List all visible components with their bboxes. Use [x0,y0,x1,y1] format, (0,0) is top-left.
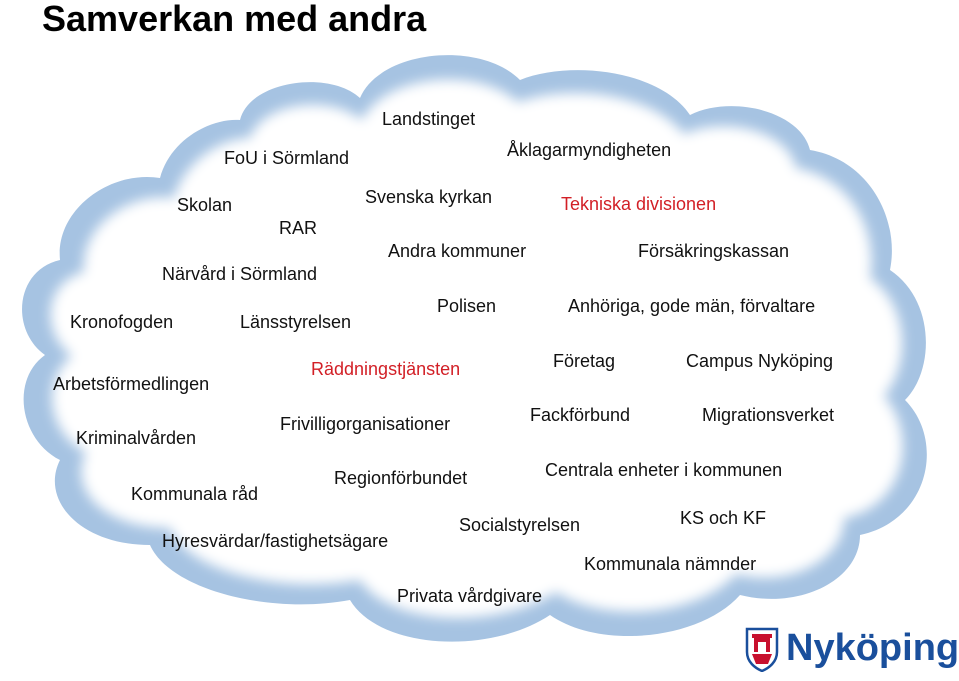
label-foretag: Företag [553,351,616,371]
label-socialstyrelsen: Socialstyrelsen [459,515,581,535]
label-landstinget: Landstinget [382,109,476,129]
label-anhoriga: Anhöriga, gode män, förvaltare [568,296,816,316]
label-raddning: Räddningstjänsten [311,359,461,379]
label-kronofogden: Kronofogden [70,312,174,332]
nykoping-logo [744,624,959,674]
label-regionforbundet: Regionförbundet [334,468,468,488]
label-kommunala-rad: Kommunala råd [131,484,259,504]
label-aklagar: Åklagarmyndigheten [507,140,672,160]
label-kommunala-namnder: Kommunala nämnder [584,554,757,574]
label-frivillig: Frivilligorganisationer [280,414,451,434]
label-narvard: Närvård i Sörmland [162,264,318,284]
label-skolan: Skolan [177,195,233,215]
label-hyresvardar: Hyresvärdar/fastighetsägare [162,531,389,551]
label-arbetsformedlingen: Arbetsförmedlingen [53,374,210,394]
label-andra-kommuner: Andra kommuner [388,241,527,261]
label-ks-kf: KS och KF [680,508,767,528]
label-kriminalvarden: Kriminalvården [76,428,197,448]
label-lansstyrelsen: Länsstyrelsen [240,312,352,332]
label-privata: Privata vårdgivare [397,586,543,606]
label-svenska-kyrkan: Svenska kyrkan [365,187,493,207]
label-migration: Migrationsverket [702,405,835,425]
label-tekniska: Tekniska divisionen [561,194,717,214]
label-fackforbund: Fackförbund [530,405,631,425]
label-campus: Campus Nyköping [686,351,834,371]
municipal-crest-icon [744,626,780,672]
logo-text: Nyköping [786,627,959,669]
label-fou: FoU i Sörmland [224,148,350,168]
label-rar: RAR [279,218,318,238]
label-forsakring: Försäkringskassan [638,241,790,261]
page-title: Samverkan med andra [42,0,427,39]
label-polisen: Polisen [437,296,497,316]
label-centrala: Centrala enheter i kommunen [545,460,783,480]
